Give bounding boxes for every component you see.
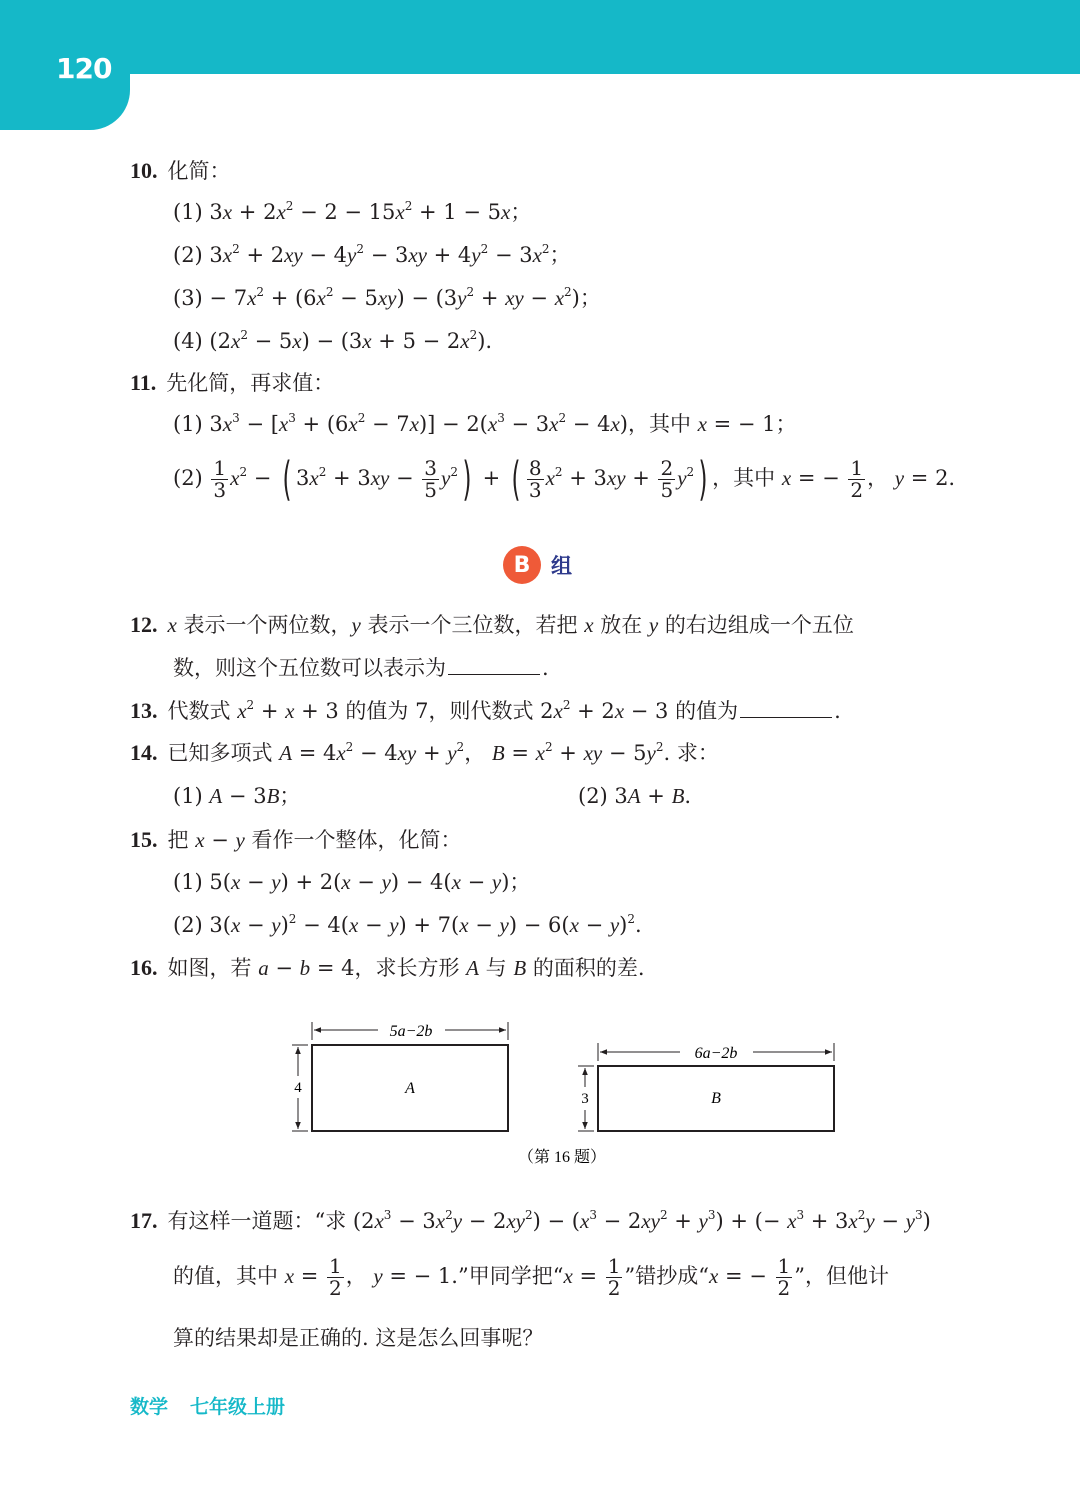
q10-heading: 10. 化简：: [130, 158, 231, 183]
q15-heading: 15. 把 x − y 看作一个整体，化简：: [130, 827, 462, 852]
group-b-label: 组: [551, 554, 572, 578]
q14-line: 14. 已知多项式 $A = 4x^2 - 4xy + y^2$， $B = x^2$ + xy − $5y^2$. 求：: [130, 740, 719, 765]
footer-grade: 七年级上册: [190, 1396, 286, 1418]
q10-item-3: $(3) - 7x^2 + (6x^2 - 5xy) - (3y^2$ + xy − $x^2$)；: [173, 285, 601, 310]
rect-b-label: B: [711, 1090, 721, 1107]
footer: [130, 1392, 285, 1419]
q14-item-2: (2) 3A + B.: [578, 784, 692, 808]
rectangle-a: [292, 1022, 508, 1131]
q17-line-2: 的值，其中 x = $\frac{1}{2}$ ， y = − 1.”甲同学把“x = $\frac{1}{2}$ ”错抄成“x = − $\frac{1}{2}$ ”，但他计: [173, 1254, 889, 1300]
figure-caption: （第 16 题）: [517, 1149, 607, 1166]
q10-item-2: (2) $3x^2 + 2xy - 4y^2 - 3xy + 4y^2 - 3x^2$；: [173, 242, 571, 267]
group-b-badge: B: [503, 546, 541, 584]
rect-a-height-label: 4: [294, 1080, 302, 1096]
q17-line-1: 17. 有这样一道题：“求 $(2x^3 - 3x^2y - 2xy^2) - (x^3 - 2xy^2 + y^3)$ + (− $x^3 + 3x^2y - y^3$): [130, 1208, 931, 1233]
q13-line: 13. 代数式 $x^2 + x + 3$ 的值为 7，则代数式 $2x^2 + 2x - 3$ 的值为 .: [130, 698, 841, 723]
q14-item-1: (1) A − 3B；: [173, 784, 301, 808]
q11-item-1: (1) $3x^3 - [x^3 + (6x^2 - 7x)] - 2(x^3 - 3x^2 - 4x)$，其中 x = − 1；: [173, 411, 797, 436]
q11-title: 先化简，再求值：: [166, 371, 335, 395]
q16-line: 16. 如图，若 a − b = 4，求长方形 A 与 B 的面积的差.: [130, 955, 645, 980]
rect-b-width-label: 6a−2b: [694, 1045, 738, 1062]
q10-item-4: (4) $(2x^2 - 5x) - (3x + 5 - 2x^2)$.: [173, 328, 493, 353]
q15-item-2: (2) $3(x - y)^2 - 4(x - y) + 7(x - y) - 6(x - y)^2$.: [173, 912, 642, 937]
q12-line-2: 数，则这个五位数可以表示为 .: [173, 656, 549, 680]
rect-a-label: A: [405, 1080, 415, 1097]
q11-item-2: (2) $\frac{1}{3}$ $x^2$ − ( $3x^2 + 3xy$ − $\frac{3}{5}$ $y^2$) + ( $\frac{8}{3}$ $x^2 + 3xy$ + $\frac{2}{5}$ $y^2$) ，其中 x = − $\frac{1}{2}$ ， y = 2.: [173, 452, 956, 507]
rect-a-width-label: 5a−2b: [389, 1023, 433, 1040]
q10-item-1: (1) $3x + 2x^2 - 2 - 15x^2 + 1 - 5x$；: [173, 199, 532, 224]
footer-subject: 数学: [130, 1396, 169, 1418]
q15-item-1: (1) 5(x − y) + 2(x − y) − 4(x − y)；: [173, 870, 531, 894]
q10-title: 化简：: [167, 159, 231, 183]
q12-line-1: 12. x 表示一个两位数，y 表示一个三位数，若把 x 放在 y 的右边组成一个五位: [130, 612, 854, 637]
rect-b-height-label: 3: [581, 1091, 589, 1107]
q17-line-3: 算的结果却是正确的. 这是怎么回事呢？: [173, 1326, 544, 1350]
rectangle-b: [578, 1043, 834, 1131]
q11-heading: 11. 先化简，再求值：: [130, 370, 335, 395]
page-number: 120: [56, 52, 112, 85]
